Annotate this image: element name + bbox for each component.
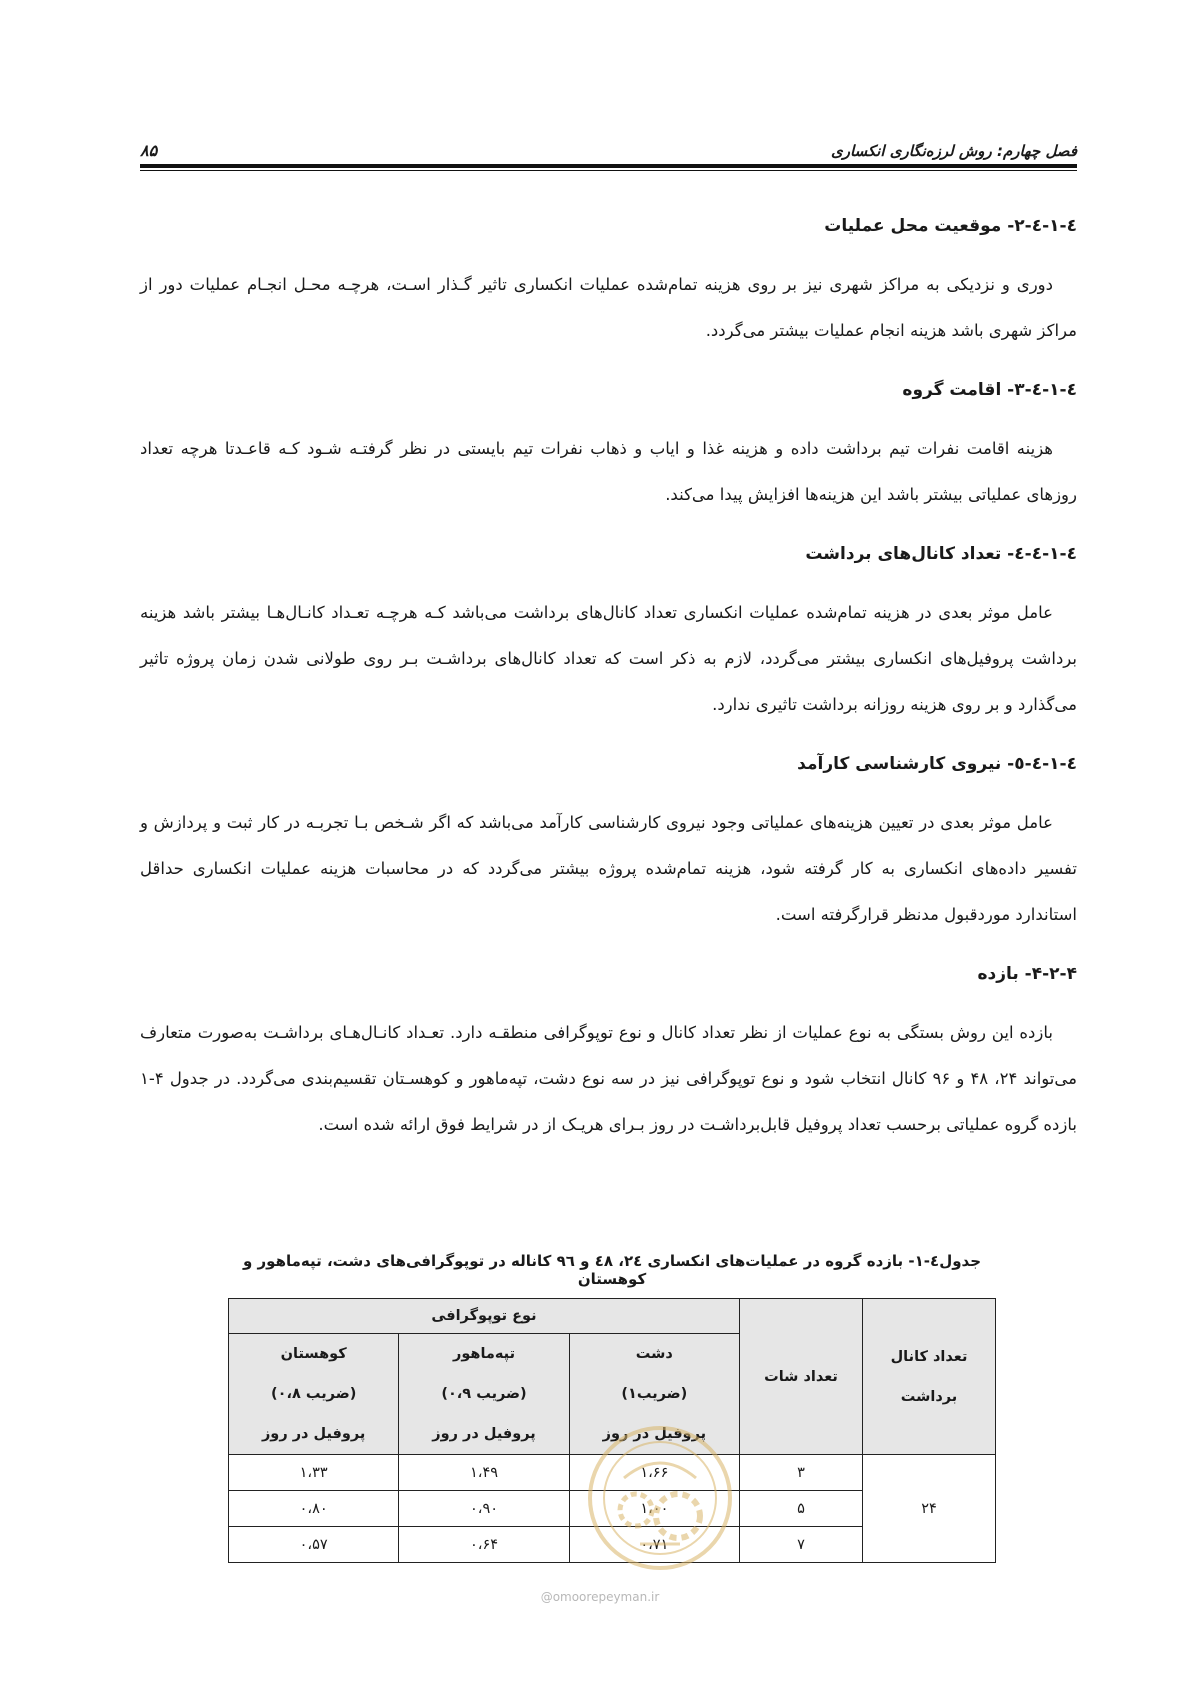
efficiency-table — [228, 1298, 996, 1563]
cell-shots: ۵ — [740, 1491, 863, 1527]
cell-shots: ۳ — [740, 1455, 863, 1491]
section-paragraph: بازده این روش بستگی به نوع عملیات از نظر تعداد کانال و نوع توپوگرافی منطقـه دارد. تعـداد کانـال‌هـای برداشـت به‌صورت متعارف می‌تواند ۲۴، ۴۸ و ۹۶ کانال انتخاب شود و نوع توپوگرافی نیز در سه نوع دشت، تپه‌ماهور و کوهسـتان تقسیم‌بندی می‌گردد. در جدول ۴-۱ بازده گروه عملیاتی برحسب تعداد پروفیل قابل‌برداشـت در روز بـرای هریـک از در شرایط فوق ارائه شده است. — [140, 1023, 1077, 1134]
page-number: ۸۵ — [140, 141, 158, 160]
section — [140, 540, 1077, 728]
chapter-title: فصل چهارم: روش لرزه‌نگاری انکساری — [830, 142, 1077, 160]
section — [140, 212, 1077, 354]
mountain-coef: (ضریب ۰،۸) — [270, 1386, 357, 1402]
hill-name: تپه‌ماهور — [452, 1346, 516, 1362]
section-heading: ٤-١-٤-٣- اقامت گروه — [902, 380, 1077, 400]
cell-channels: ۲۴ — [863, 1455, 996, 1563]
col-header-channels-line2: برداشت — [900, 1388, 958, 1405]
cell-hill: ۰،۹۰ — [399, 1491, 569, 1527]
hill-unit: پروفیل در روز — [432, 1426, 536, 1442]
col-header-channels-line1: تعداد کانال — [890, 1348, 968, 1365]
cell-mountain: ۱،۳۳ — [229, 1455, 399, 1491]
section-paragraph: عامل موثر بعدی در هزینه تمام‌شده عملیات انکساری تعداد کانال‌های برداشت می‌باشد کـه هرچـه تعـداد کانـال‌هـا بیشتر باشد هزینه برداشت پروفیل‌های انکساری بیشتر می‌گردد، لازم به ذکر است که تعداد کانال‌های برداشـت بـر روی طولانی شدن زمان پروژه تاثیر می‌گذارد و بر روی هزینه روزانه برداشت تاثیری ندارد. — [140, 603, 1077, 714]
section-paragraph: هزینه اقامت نفرات تیم برداشت داده و هزینه غذا و ایاب و ذهاب نفرات تیم بایستی در نظر گرفتـه شـود کـه قاعـدتا هرچه تعداد روزهای عملیاتی بیشتر باشد این هزینه‌ها افزایش پیدا می‌کند. — [140, 439, 1077, 504]
cell-mountain: ۰،۵۷ — [229, 1527, 399, 1563]
section — [140, 960, 1077, 1148]
section-heading: ۴-۲-۴- بازده — [977, 964, 1077, 984]
header-rule-thin — [140, 170, 1077, 171]
col-header-mountain — [229, 1334, 399, 1455]
cell-plain: ۱،۰۰ — [569, 1491, 739, 1527]
header-rule-thick — [140, 164, 1077, 168]
section-heading: ٤-١-٤-٤- تعداد کانال‌های برداشت — [805, 544, 1077, 564]
cell-hill: ۱،۴۹ — [399, 1455, 569, 1491]
col-header-channels — [863, 1299, 996, 1455]
mountain-name: کوهستان — [280, 1346, 347, 1362]
table-figure — [228, 1252, 996, 1563]
plain-unit: پروفیل در روز — [602, 1426, 707, 1442]
section-heading: ٤-١-٤-٢- موقعیت محل عملیات — [824, 216, 1077, 236]
section-paragraph: عامل موثر بعدی در تعیین هزینه‌های عملیاتی وجود نیروی کارشناسی کارآمد می‌باشد که اگر شـخص بـا تجربـه در کار ثبت و پردازش و تفسیر داده‌های انکساری به کار گرفته شود، هزینه تمام‌شده پروژه بیشتر می‌گردد که در محاسبات هزینه عملیات انکساری حداقل استاندارد موردقبول مدنظر قرارگرفته است. — [140, 813, 1077, 924]
col-header-plain — [569, 1334, 739, 1455]
cell-plain: ۱،۶۶ — [569, 1455, 739, 1491]
main-content — [140, 212, 1077, 1170]
cell-mountain: ۰،۸۰ — [229, 1491, 399, 1527]
plain-name: دشت — [635, 1346, 673, 1362]
section — [140, 750, 1077, 938]
col-header-topography: نوع توپوگرافی — [229, 1299, 740, 1334]
page-header — [140, 122, 1077, 160]
table-row — [229, 1455, 996, 1491]
watermark-url: @omoorepeyman.ir — [540, 1590, 660, 1604]
cell-shots: ۷ — [740, 1527, 863, 1563]
cell-plain: ۰،۷۱ — [569, 1527, 739, 1563]
col-header-shots: تعداد شات — [740, 1299, 863, 1455]
table-caption: جدول٤-١- بازده گروه در عملیات‌های انکساری ٢٤، ٤٨ و ٩٦ کاناله در توپوگرافی‌های دشت، تپه‌ماهور و کوهستان — [242, 1252, 982, 1288]
section-heading: ٤-١-٤-٥- نیروی کارشناسی کارآمد — [797, 754, 1077, 774]
col-header-hill — [399, 1334, 569, 1455]
mountain-unit: پروفیل در روز — [261, 1426, 366, 1442]
cell-hill: ۰،۶۴ — [399, 1527, 569, 1563]
plain-coef: (ضریب۱) — [621, 1386, 688, 1402]
section — [140, 376, 1077, 518]
section-paragraph: دوری و نزدیکی به مراکز شهری نیز بر روی هزینه تمام‌شده عملیات انکساری تاثیر گـذار اسـت، هرچـه محـل انجـام عملیات دور از مراکز شهری باشد هزینه انجام عملیات بیشتر می‌گردد. — [140, 275, 1077, 340]
hill-coef: (ضریب ۰،۹) — [441, 1386, 527, 1402]
